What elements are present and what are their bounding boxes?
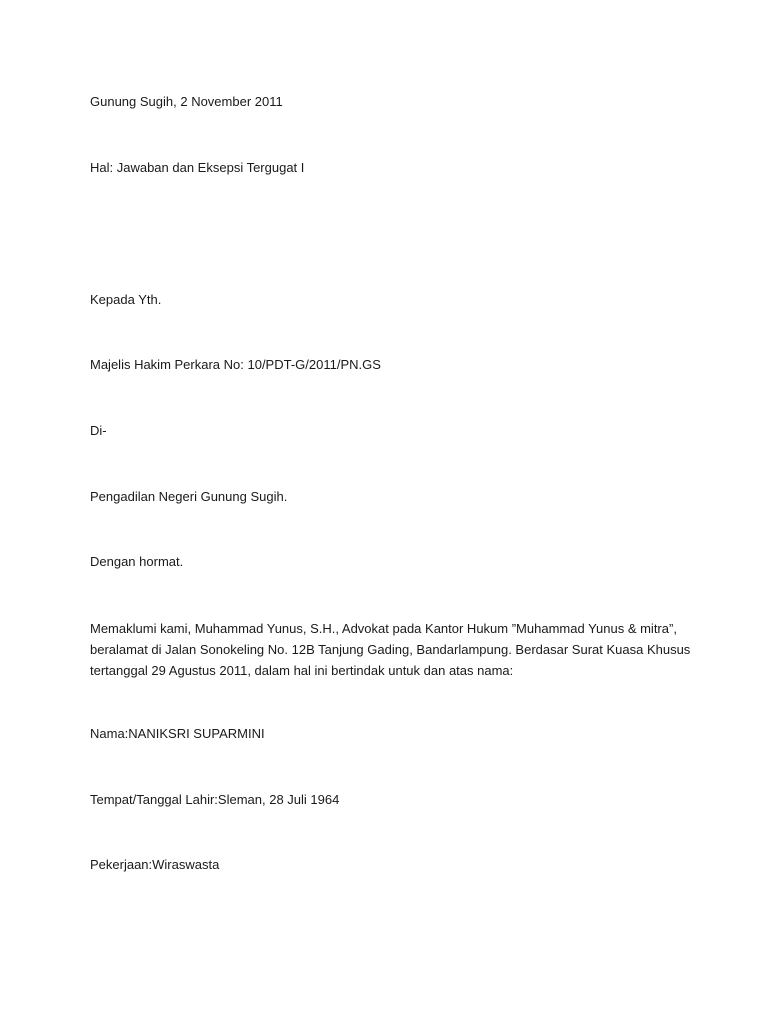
greeting: Dengan hormat. <box>90 554 184 569</box>
body-line: Memaklumi kami, Muhammad Yunus, S.H., Advokat pada Kantor Hukum ”Muhammad Yunus & mitra”, <box>90 621 677 636</box>
party-name: Nama:NANIKSRI SUPARMINI <box>90 726 265 741</box>
body-line: tertanggal 29 Agustus 2011, dalam hal ini bertindak untuk dan atas nama: <box>90 663 514 678</box>
party-birth: Tempat/Tanggal Lahir:Sleman, 28 Juli 1964 <box>90 792 340 807</box>
subject-line: Hal: Jawaban dan Eksepsi Tergugat I <box>90 160 305 175</box>
party-job: Pekerjaan:Wiraswasta <box>90 857 220 872</box>
body-paragraph <box>90 618 691 681</box>
recipient-court: Pengadilan Negeri Gunung Sugih. <box>90 489 288 504</box>
place-date: Gunung Sugih, 2 November 2011 <box>90 94 283 109</box>
recipient-to: Kepada Yth. <box>90 292 162 307</box>
body-line: beralamat di Jalan Sonokeling No. 12B Tanjung Gading, Bandarlampung. Berdasar Surat Kuasa Khusus <box>90 642 691 657</box>
recipient-di: Di- <box>90 423 107 438</box>
recipient-addressee: Majelis Hakim Perkara No: 10/PDT-G/2011/PN.GS <box>90 357 381 372</box>
